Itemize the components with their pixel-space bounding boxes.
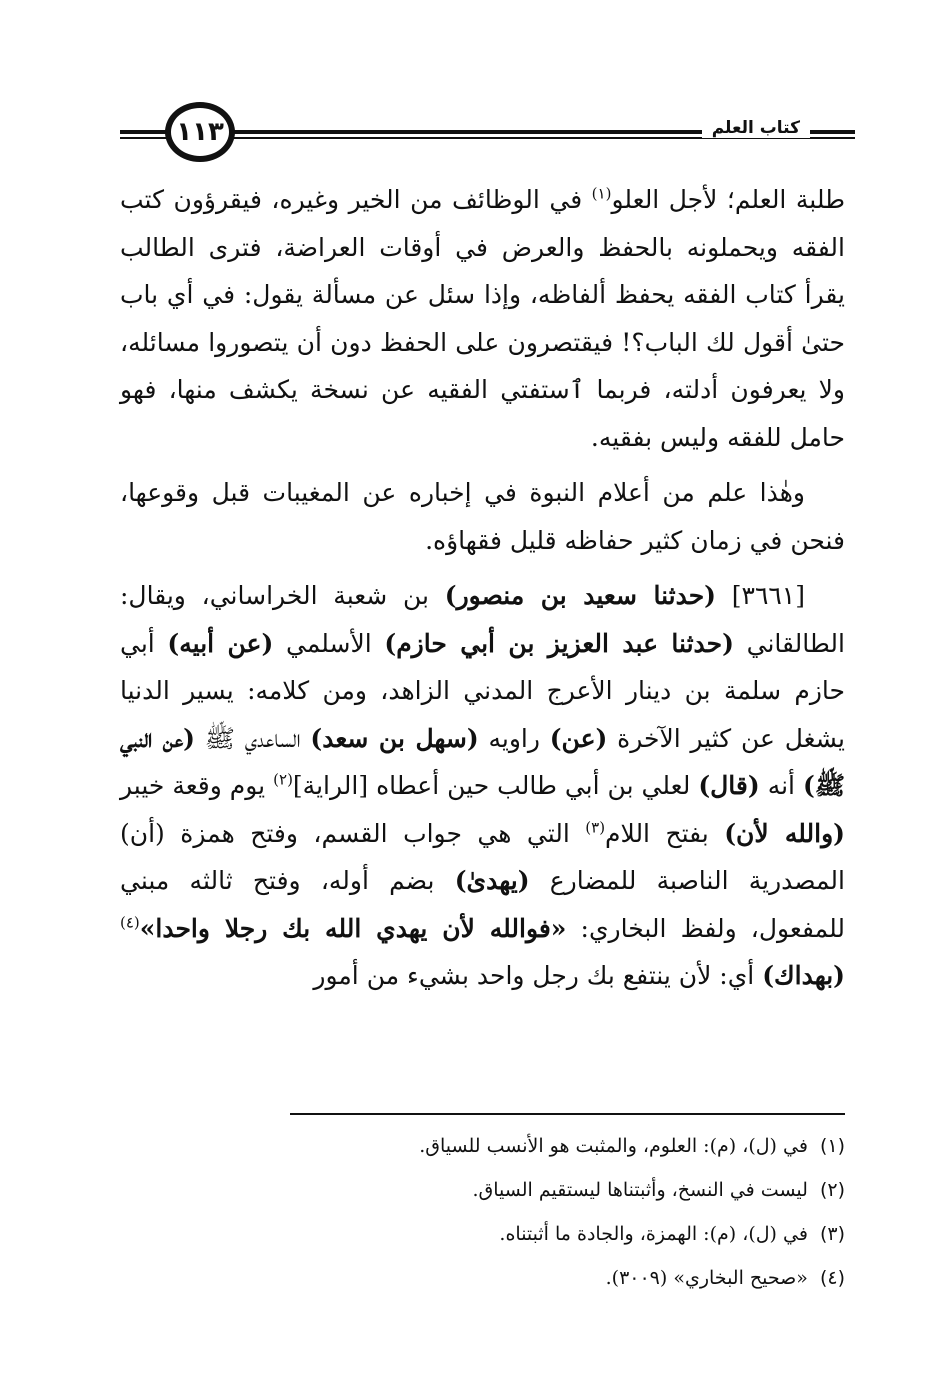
footnote-text: في (ل)، (م): الهمزة، والجادة ما أثبتناه. (499, 1223, 808, 1245)
text-bold: (حدثنا عبد العزيز بن أبي حازم) (384, 628, 734, 658)
text-bold: (قال) (698, 771, 760, 800)
footnote-1 (285, 1124, 845, 1168)
text-span: أبي حازم سلمة بن دينار الأعرج المدني الزاهد، ومن كلامه: يسير الدنيا يشغل عن كثير الآخرة (120, 628, 845, 753)
paragraph-2: وهٰذا علم من أعلام النبوة في إخباره عن المغيبات قبل وقوعها، فنحن في زمان كثير حفاظه قليل فقهاؤه. (120, 478, 845, 555)
text-span: لعلي بن أبي طالب حين أعطاه [الراية] (292, 771, 699, 800)
text-span: أي: لأن ينتفع بك رجل واحد بشيء من أمور (313, 961, 763, 990)
footnote-number: (٤) (819, 1267, 845, 1289)
footnote-4 (285, 1256, 845, 1300)
chapter-title: كتاب العلم (702, 118, 810, 138)
footnote-divider (290, 1113, 845, 1115)
footnote-number: (٢) (819, 1179, 845, 1201)
text-span: بفتح اللام (605, 818, 725, 848)
header-right-dash (815, 130, 855, 139)
footnote-text: «صحيح البخاري» (٣٠٠٩). (605, 1267, 808, 1289)
text-span: الساعدي ﷺ (194, 723, 311, 753)
text-bold: (يهدىٰ) (454, 866, 530, 895)
text-span: في الوظائف من الخير وغيره، فيقرؤون كتب الفقه ويحملونه بالحفظ والعرض في أوقات العراضة، فترى الطالب يقرأ كتاب الفقه يحفظ ألفاظه، وإذا سئل عن مسألة يقول: في أي باب حتىٰ أقول لك الباب؟! فيقتصرون على الحفظ دون أن يتصوروا مسائله، ولا يعرفون أدلته، فربما ٱستفتي الفقيه عن نسخة يكشف منها، فهو حامل للفقه وليس بفقيه. (120, 185, 845, 452)
text-bold: (عن) (549, 723, 608, 753)
text-bold: (سهل بن سعد) (310, 723, 479, 753)
paragraph-3 (120, 572, 845, 1000)
text-span: يوم وقعة خيبر (120, 771, 274, 800)
main-text (120, 176, 845, 1000)
text-bold: (عن أبيه) (167, 628, 274, 658)
footnote-2 (285, 1168, 845, 1212)
footnote-ref-1: (١) (591, 184, 612, 203)
text-bold: (عن النبي ﷺ) (120, 723, 846, 800)
footnote-number: (٣) (819, 1223, 845, 1245)
footnote-ref-3: (٣) (585, 818, 606, 837)
text-bold: (حدثنا سعيد بن منصور) (444, 581, 716, 610)
footnote-text: ليست في النسخ، وأثبتناها ليستقيم السياق. (472, 1179, 808, 1201)
footnote-number: (١) (819, 1135, 845, 1157)
footnote-ref-4: (٤) (120, 913, 140, 932)
text-bold: (بهداك) (762, 961, 845, 990)
page-number: ١١٣ (165, 102, 235, 162)
footnotes (285, 1124, 845, 1300)
text-span: بضم أوله، وفتح ثالثه مبني للمفعول، ولفظ البخاري: (120, 866, 845, 943)
page-header (120, 100, 855, 170)
hadith-number: [٣٦٦١] (715, 581, 805, 610)
paragraph-1 (120, 176, 845, 461)
text-span: أنه (759, 771, 803, 800)
text-span: التي هي جواب القسم، وفتح همزة (أن) المصدرية الناصبة للمضارع (120, 818, 845, 895)
text-bold: (والله لأن) (724, 818, 846, 848)
text-span: بن شعبة الخراساني، ويقال: الطالقاني (120, 581, 845, 658)
text-span: الأسلمي (273, 628, 385, 658)
text-span: راويه (478, 723, 550, 753)
footnote-ref-2: (٢) (273, 770, 293, 789)
footnote-3 (285, 1212, 845, 1256)
footnote-text: في (ل)، (م): العلوم، والمثبت هو الأنسب للسياق. (419, 1135, 808, 1157)
text-span: طلبة العلم؛ لأجل العلو (611, 185, 845, 214)
text-bold: «فوالله لأن يهدي الله بك رجلا واحدا» (139, 913, 567, 943)
